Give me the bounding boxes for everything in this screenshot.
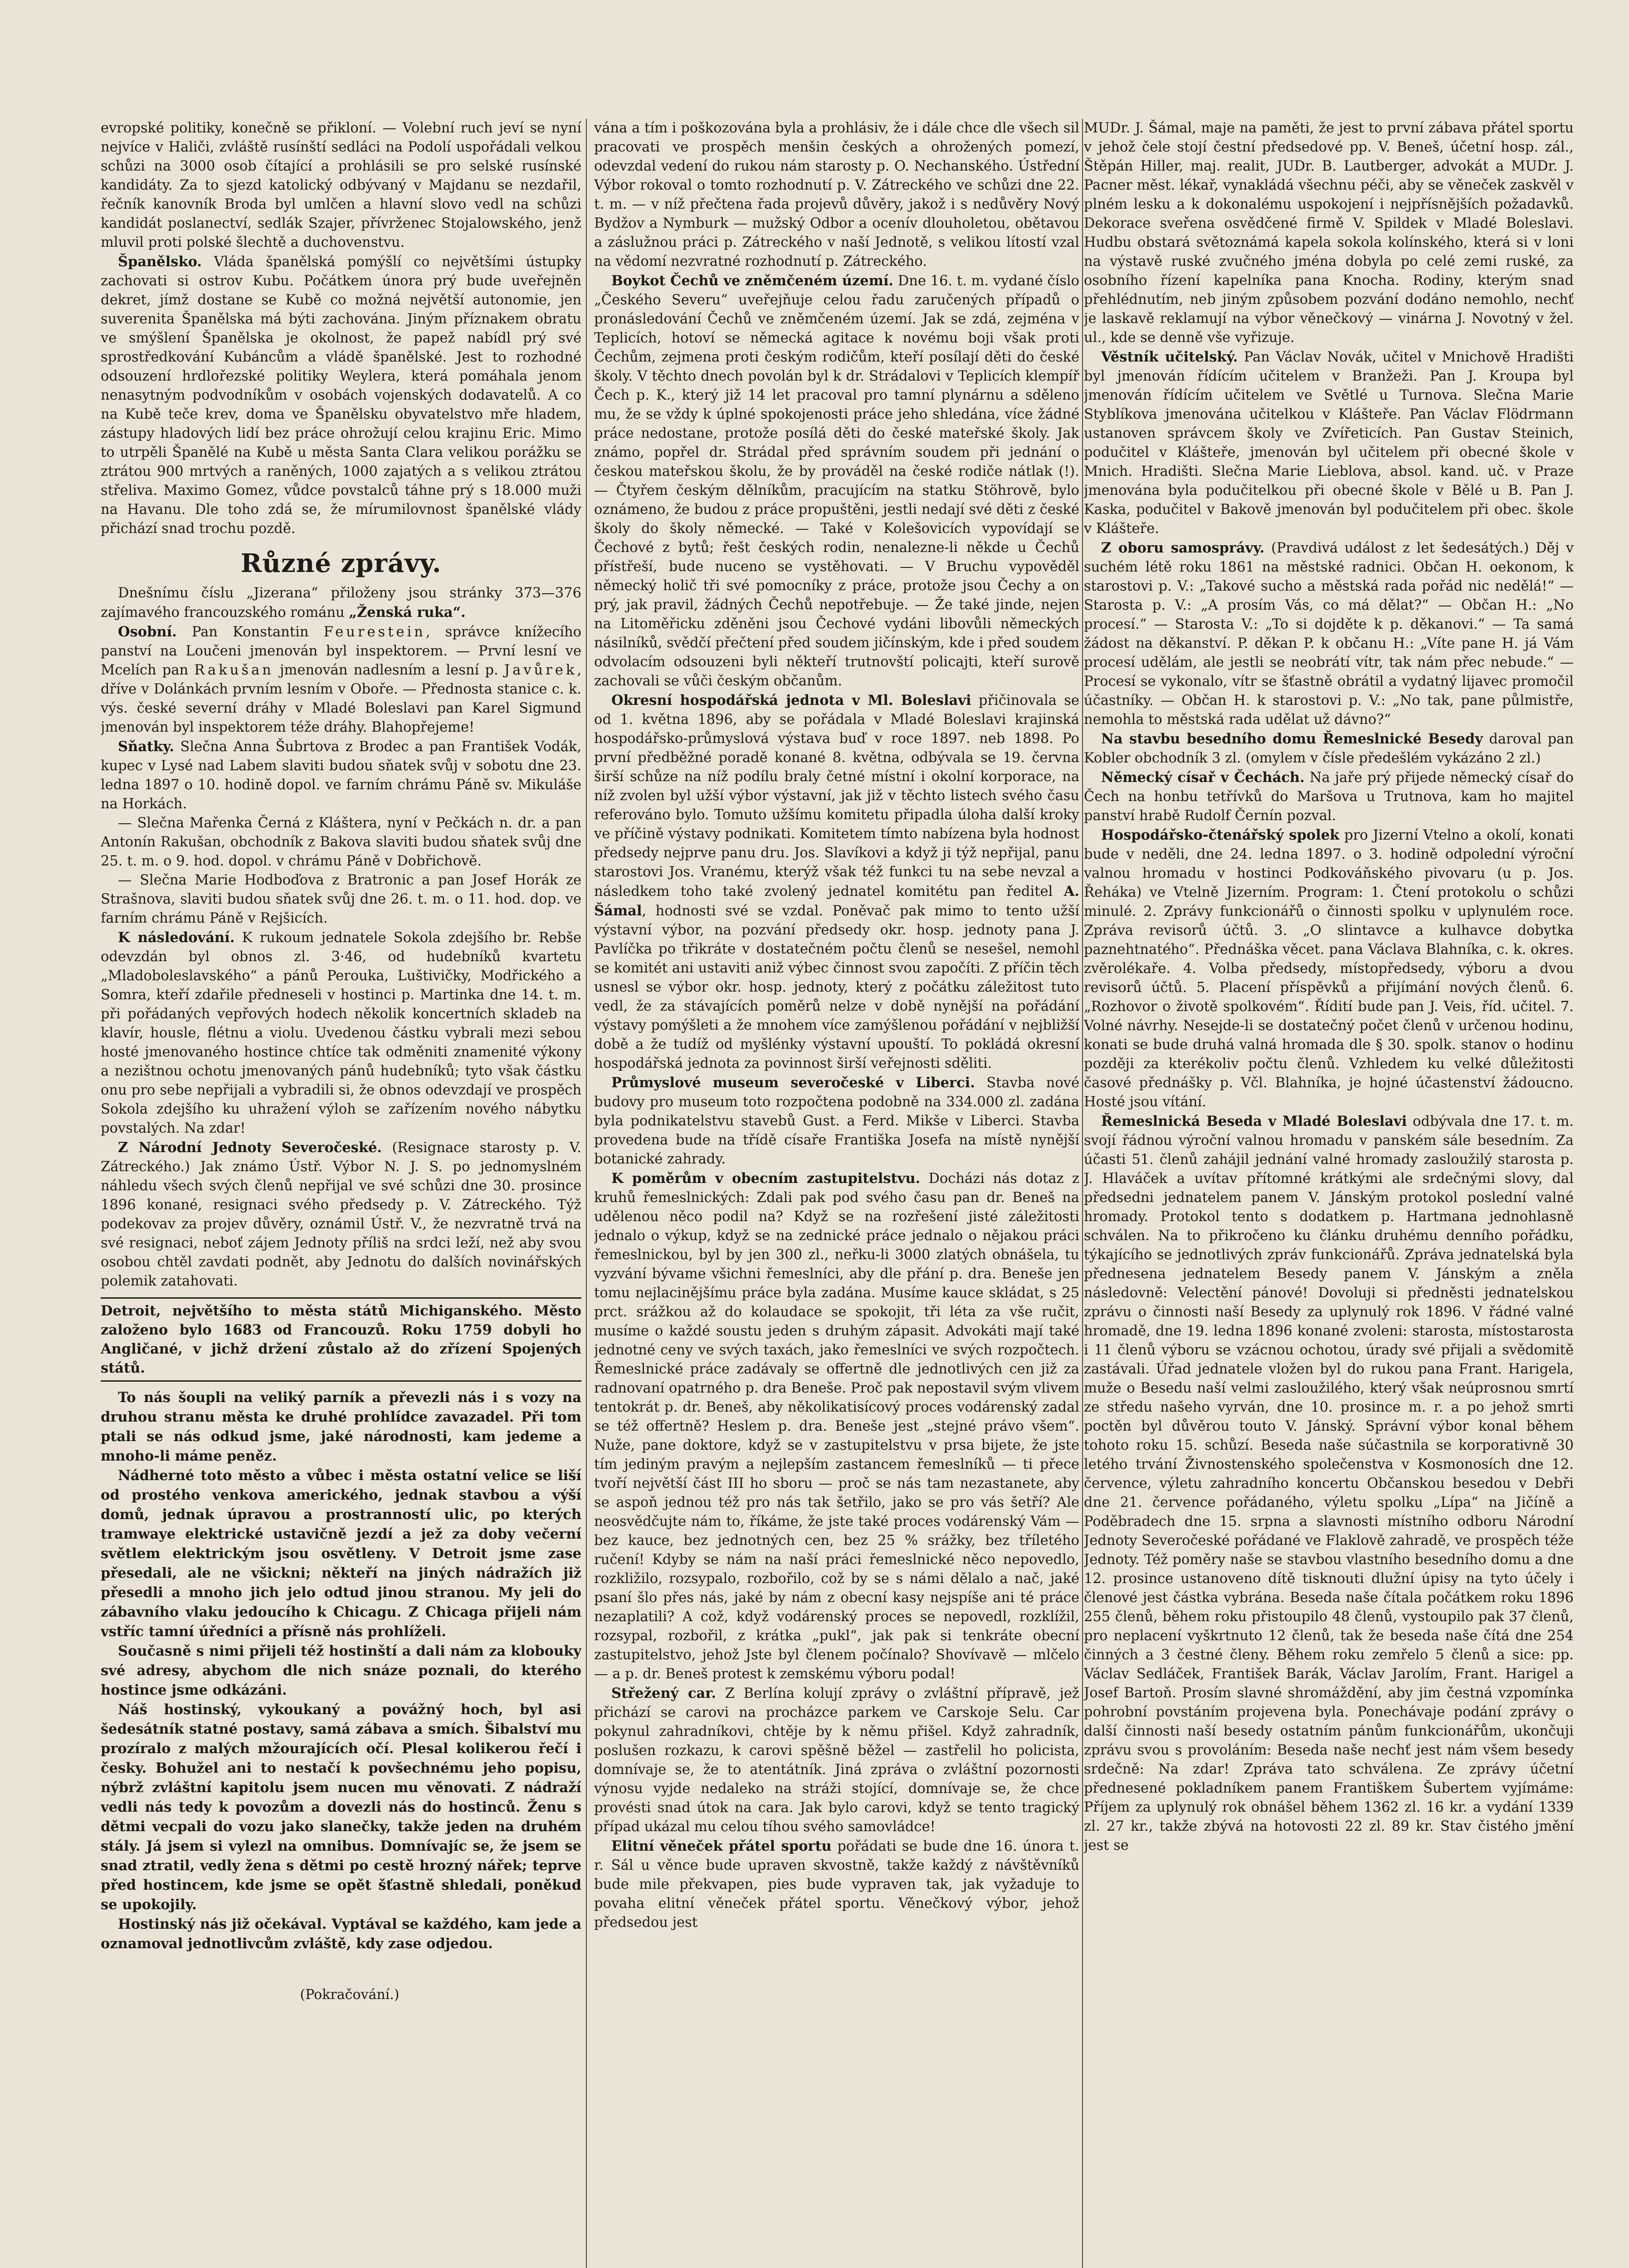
section-title: Různé zprávy. <box>240 548 442 578</box>
article-paragraph: Na stavbu besedního domu Řemeslnické Besedy daroval pan Kobler obchodník 3 zl. (omylem v čísle předešlém vykázáno 2 zl.) <box>1084 731 1574 766</box>
column-right <box>1084 119 1574 2268</box>
column-rule-2 <box>1082 119 1083 2268</box>
article-paragraph: — Slečna Mařenka Černá z Kláštera, nyní v Pečkách n. dr. a pan Antonín Rakušan, obchodník z Bakova slaviti budou sňatek svůj dne 25. t. m. o 9. hod. dopol. v chrámu Páně v Dobřichově. <box>101 815 581 869</box>
article-paragraph: K poměrům v obecním zastupitelstvu. Docházi nás dotaz z kruhů řemeslnických: Zdali pak pod svého času pan dr. Beneš na udělenou něco podil na? Když se na rozřešení jisté záležitosti jednalo o výkup, když se na zednické práce jednalo o nějakou práci řemeslnickou, byl by jen 300 zl., neřku-li 3000 zlatých obnášela, tu vyzvání bývame všichni řemeslníci, aby dle přání p. dra. Beneše jen tomu nejlacinějšímu práce byla zadána. Musíme kauce skládat, s 25 prct. srážkou až do kolaudace se spokojit, tři léta za vše ručit, musíme o každé soustu jeden s druhým zápasit. Advokáti mají také jednotné ceny ve svých taxách, jako řemeslníci ve svých rozpočtech. Řemeslnické práce zadávaly se offertně dle jednotlivých cen již za radnovaní opatrného p. dra Beneše. Proč pak nepostavil svým vlivem tentokrát p. dr. Beneš, aby několikatisícový proces vodárenský zadal se též offertně? Heslem p. dra. Beneše jest „stejné právo všem“. Nuže, pane doktore, když se v zastupitelstvu v prsa bijete, že jste tím jediným pravým a nejlepším zastancem řemeslníků — ti přece tvoří největší část III ho sboru — proč se nás tam nezastanete, aby se aspoň jednou též pro nás tak šetřilo, jako se pro vás šetří? Ale neosvědčujte nám to, říkáme, že jste také proces vodárenský Vám — bez kauce, bez jednotných cen, bez 25 % srážky, bez tříletého ručení! Kdyby se nám na naší práci řemeslnické něco nepovedlo, rozkližilo, rozsypalo, rozbořilo, což by se s námi dělalo a nač, jaké psaní šlo přes nás, jaké by nám z obecní kasy nejspíše ani té práce nezaplatili? A což, když vodárenský proces se nepovedl, rozklížil, rozsypal, rozbořil, z krátka „pukl“, jak pak si tenkráte obecní zastupitelstvo, jehož Jste byl členem počínalo? Shovívavě — mlčelo — a p. dr. Beneš protest k zemskému výboru podal! <box>594 1170 1079 1682</box>
article-paragraph: Náš hostinský, vykoukaný a povážný hoch, byl asi šedesátník statné postavy, samá zábava a smích. Šibalství mu prozíralo z malých mžourajících očí. Plesal kolikerou řečí i česky. Bohužel ani to nestačí k povšechnému jeho popisu, nýbrž zvláštní kapitolu jsem nucen mu věnovati. Z nádraží vedli nás tedy k povozům a dovezli nás do hostinců. Ženu s dětmi vecpali do vozu jako slanečky, takže jeden na druhém stály. Já jsem si vylezl na omnibus. Domnívajíc se, že jsem se snad ztratil, vedly žena s dětmi po cestě hrozný nářek; teprve před hostincem, kde jsme se opět šťastně shledali, poněkud se upokojily. <box>101 1701 581 1913</box>
article-paragraph: Řemeslnická Beseda v Mladé Boleslavi odbývala dne 17. t. m. svojí řádnou výroční valnou hromadu v panském sále besedním. Za účasti 51. členů zahájil jednání valné hromady zasloužilý starosta p. J. Hlaváček a uvítav přítomné krátkými ale srdečnými slovy, dal předsedni jednatelem panem V. Jánským protokol poslední valné hromady. Protokol tento s dodatkem p. Hartmana jednohlasně schválen. Na to přikročeno ku článku druhému denního pořádku, týkajícího se jednotlivých zpráv funkcionářů. Zpráva jednatelská byla přednesena jednatelem Besedy panem V. Jánským a zněla následovně: Velectění pánové! Dovoluji si předněsti jednatelskou zprávu o činnosti naší Besedy za uplynulý rok 1896. V řádné valné hromadě, dne 19. ledna 1896 konané zvoleni: starosta, místostarosta i 11 členů výboru se vzácnou ochotou, úrady své přijali a svědomitě zastávali. Úřad jednatele vložen byl do rukou pana Frant. Harigela, muže o Besedu naší velmi zasloužilého, který však neúprosnou smrtí ze středu našeho vyrván, dne 10. prosince m. r. a po jehož smrti poctěn byl důvěrou touto V. Jánský. Správní výbor konal během tohoto roku 15. schůzí. Beseda naše súčastnila se korporativně 30 letého trvání Živnostenského společenstva v Kosmonosích dne 12. července, výletu zahradního koncertu Občanskou besedou v Debři dne 21. července pořádaného, výletu spolku „Lípa“ na Jičíně a Poděbradech dne 15. srpna a slavnosti místního odboru Národní Jednoty Severočeské pořádané ve Flaklově zahradě, ve prospěch téže Jednoty. Též poměry naše se stavbou vlastního besedního domu a dne 12. prosince ustanoveno dítě tisknouti dlužní úpisy na tyto účely i členové jest částka vybrána. Beseda naše čítala počátkem roku 1896 255 členů, během roku přistoupilo 48 členů, vystoupilo pak 37 členů, pro neplacení vyškrtnuto 12 členů, tak že beseda naše čítá dne 254 činných a 3 čestné členy. Během roku zemřelo 5 členů a sice: pp. Václav Sedláček, František Barák, Václav Jarolím, Frant. Harigel a Josef Bartoň. Prosím slavné shromáždění, aby jim čestná vzpomínka pohrobní povstáním projevena byla. Ponechávaje podání zprávy o další činnosti naší besedy ostatním pánům funkcionářům, ukončuji zprávu svou s provoláním: Beseda naše nechť jest nám všem besedy srdečně: Na zdar! Zpráva tato schválena. Ze zprávy účetní přednesené pokladníkem panem Františkem Šubertem vyjímáme: Příjem za uplynulý rok obnášel během 1362 zl. 16 kr. a vydání 1339 zl. 27 kr., takže zbývá na hotovosti 22 zl. 89 kr. Stav čistého jmění jest se <box>1084 1113 1574 1853</box>
continued-note: (Pokračování.) <box>300 1987 400 2003</box>
article-paragraph: MUDr. J. Šámal, maje na paměti, že jest to první zábava přátel sportu v jehož čele stojí čestní předsedové pp. V. Beneš, účetní hosp. zál., Štěpán Hiller, maj. realit, JUDr. B. Lautberger, advokát a MUDr. J. Pacner měst. lékař, vynakládá všechnu péči, aby se věneček zaskvěl v plném lesku a k dokonalému uspokojení i nejpřísnějších požadavků. Dekorace sveřena osvědčené firmě V. Spildek v Mladé Boleslavi. Hudbu obstará světoznámá kapela sokola kolínského, která si v loni na výstavě ruské zvučného jména dobyla po celé zemi ruské, za osobního řízení kapelníka pana Knocha. Rodiny, kterým snad přehlédnutím, neb jiným způsobem pozvání dodáno nemohlo, nechť je laskavě reklamují na výbor věnečkový — vinárna J. Novotný v žel. ul., kde se denně vše vyřizuje. <box>1084 120 1574 346</box>
column-middle <box>594 119 1079 2268</box>
column-rule-1 <box>586 119 587 2268</box>
article-paragraph: Nádherné toto město a vůbec i města ostatní velice se liší od prostého venkova amerického, jednak stavbou a výší domů, jednak úpravou a prostranností ulic, po kterých tramwaye elektrické ustavičně jezdí a jež za doby večerní světlem elektrickým jsou osvětleny. V Detroit jsme zase přesedali, ale ne všickni; někteří na jiných nádražích již přesedli a mnoho jich jelo odtud jinou stranou. My jeli do zábavního vlaku jedoucího k Chicagu. Z Chicaga přijeli nám vstříc tamní úředníci a přísně nás prohlíželi. <box>101 1467 581 1640</box>
article-paragraph: evropské politiky, konečně se přikloní. — Volební ruch jeví se nyní nejvíce v Haliči, zvláště rusínští sedláci na Podolí uspořádali velkou schůzi na 3000 osob čítající a prohlásili se pro selské rusínské kandidáty. Za to sjezd katolický odbývaný v Majdanu se nezdařil, řečník kanovník Broda byl umlčen a hlavní slovo vedl na schůzi kandidát poslanectví, sedlák Szajer, přívrženec Stojalowského, jenž mluvil proti polské šlechtě a duchovenstvu. <box>101 120 581 250</box>
article-paragraph: Střežený car. Z Berlína kolují zprávy o zvláštní přípravě, jež přichází se carovi na procházce parkem ve Carskoje Selu. Car pokynul zahradníkovi, chtěje by k němu přišel. Když zahradník, poslušen rozkazu, k carovi spěšně běžel — zastřelil ho policista, domnívaje se, že to atentátník. Jiná zpráva o zvláštní pozornosti výnosu vyjde nedaleko na stráži stojící, domnívaje se, že chce provésti snad útok na cara. Jak bylo carovi, když se tento tragický případ ukázal mu celou tíhou svého samovládce! <box>594 1685 1079 1835</box>
article-paragraph: Současně s nimi přijeli též hostinští a dali nám za klobouky své adresy, abychom dle nich snáze poznali, do kterého hostince jsme odkázáni. <box>101 1643 581 1698</box>
caption-text: Detroit, největšího to města států Michiganského. Město založeno bylo 1683 od Francouzů. Roku 1759 dobyli ho Angličané, v jichž držení zůstalo až do zřízení Spojených států. <box>101 1303 581 1376</box>
article-paragraph: Okresní hospodářská jednota v Ml. Boleslavi přičinovala se od 1. května 1896, aby se pořádala v Mladé Boleslavi krajinská hospodářsko-průmyslová výstava buď v roce 1897. neb 1898. Po první předběžné poradě konané 8. května, odbývala se 19. června širší schůze na níž podílu braly četné místní i okolní korporace, na níž zvolen byl užší výbor výstavní, jak již v těchto listech svého času referováno bylo. Tomuto užšímu komitetu připadla úloha další kroky ve příčině výstavy podnikati. Komitetem tímto nabízena byla hodnost předsedy nejprve panu dru. Jos. Slavíkovi a když ji týž nepřijal, panu starostovi Jos. Vranému, kterýž však též funkci tu na sebe nevzal a následkem toho také zvolený jednatel komitétu pan ředitel A. Šámal, hodnosti své se vzdal. Poněvač pak mimo to tento užší výstavní výbor, na pozvání předsedy okr. hosp. jednoty pana J. Pavlíčka po třikráte v dostatečném počtu členů se nesešel, nemohl se komitét ani ustaviti aniž výbec činnost svou započíti. Z příčin těch usnesl se výbor okr. hosp. jednoty, který z počátku záležitost tuto vedl, že za stávajících poměrů nelze v době nynější na pořádání výstavy pomýšleti a že mnohem více zamýšlenou pořádání v nejbližší době a že tudíž od myšlénky výstavní upouští. To pokládá okresní hospodářská jednota za povinnost širší veřejnosti sděliti. <box>594 692 1079 1071</box>
article-paragraph: Věstník učitelský. Pan Václav Novák, učitel v Mnichově Hradišti byl jmenován řídícím učitelem v Branžeži. Pan J. Kroupa byl jmenován řídícím učitelem ve Světlé u Turnova. Slečna Marie Styblíkova jmenována učitelkou v Klášteře. Pan Václav Flödrmann ustanoven správcem školy ve Zvířeticích. Pan Gustav Steinich, podučitel v Klášteře, jmenován byl učitelem při obecné škole v Mnich. Hradišti. Slečna Marie Lieblova, absol. kand. uč. v Praze jmenována byla podučitelkou při obecné škole v Bělé u B. Pan J. Kaska, podučitel v Bakově jmenován byl podučitelem při obec. škole v Klášteře. <box>1084 349 1574 537</box>
article-paragraph: vána a tím i poškozována byla a prohlásiv, že i dále chce dle všech sil pracovati ve prospěch menšin českých a ohrožených pomezí, odevzdal vedení do rukou nám starosty p. O. Nechanského. Ústřední Výbor rokoval o tomto rozhodnutí p. V. Zátreckého ve schůzi dne 22. t. m. — v níž přečtena řada projevů důvěry, jakož i s nedůvěry Nový Bydžov a Nymburk — mužský Odbor a ocenív dlouholetou, obětavou a záslužnou práci p. Zátreckého v naší Jednotě, s velikou lítostí vzal na vědomí nezvratné rozhodnutí p. Zátreckého. <box>594 120 1079 269</box>
article-paragraph: Německý císař v Čechách. Na jaře prý přijede německý císař do Čech na honbu tetřívků do Maršova u Trutnova, kam ho majitel panství hrabě Rudolf Černín pozval. <box>1084 769 1574 824</box>
article-paragraph: To nás šoupli na veliký parník a převezli nás i s vozy na druhou stranu města ke druhé prohlídce zavazadel. Při tom ptali se nás odkud jsme, jaké národnosti, kam jedeme a mnoho-li máme peněz. <box>101 1389 581 1464</box>
article-paragraph: Boykot Čechů ve zněmčeném území. Dne 16. t. m. vydané číslo „Českého Severu“ uveřejňuje celou řadu zaručených případů o pronásledování Čechů ve zněmčeném území. Jak se zdá, zejména v Teplicích, hotoví se německá agitace k novému boji však proti Čechům, zejmena proti českým rodičům, kteří posílají děti do české školy. V těchto dnech povolán byl k dr. Strádalovi v Teplicích klempíř Čech p. K., který již 14 let pracoval pro tamní plynárnu a sděleno mu, že se vždy k úplné spokojenosti práce jeho shledána, více žádné práce nedostane, protože posílá děti do české mateřské školy. Jak známo, popřel dr. Strádal před správním soudem při jednání o českou mateřskou školu, že by prováděl na české rodiče nátlak (!). — Čtyřem českým dělníkům, pracujícím na statku Stöhrově, bylo oznámeno, že budou z práce propuštěni, jestli nedají své děti z české školy do školy německé. — Také v Kolešovicích vypovídají se Čechové z bytů; řešt českých rodin, nenalezne-li někde u Čechů přístřeší, bude nuceno se vystěhovati. — V Bruchu vypověděl německý holič tři své pomocníky z práce, protože jsou Čechy a on prý, jak pravil, žádných Čechů nepotřebuje. — Že také jinde, nejen na Litoměřicku zděněni jsou Čechové vydáni libovůli německých násilníků, svědčí přečtení před soudem jičínským, kde i před soudem odvolacím odsouzeni byli někteří trutnovští policajti, kteří surově zachovali se vůči českým občanům. <box>594 273 1079 689</box>
article-paragraph: Hospodářsko-čtenářský spolek pro Jizerní Vtelno a okolí, konati bude v neděli, dne 24. ledna 1897. o 3. hodině odpolední výroční valnou hromadu v hostinci Podkováňského pivovaru (u p. Jos. Řeháka) ve Vtelně Jizerním. Program: 1. Čtení protokolu o schůzi minulé. 2. Zprávy funkcionářů o činnosti spolku v uplynulém roce. Zpráva revisorů účtů. 3. „O slintavce a kulhavce dobytka paznehtnatého“. Přednáška věcet. pana Václava Blahníka, c. k. okres. zvěrolékaře. 4. Volba předsedy, místopředsedy, výboru a dvou revisorů účtů. 5. Placení příspěvků a přijímání nových členů. 6. „Rozhovor o životě spolkovém“. Řídití bude pan J. Veis, říd. učitel. 7. Volné návrhy. Nesejde-li se dostatečný počet členů v určenou hodinu, konati se bude druhá valná hromada dle § 30. spolk. stanov o hodinu později za kterékoliv počtu členů. Vzhledem ku velké důležitosti časové přednášky p. Včl. Blahníka, je hojné účastenství žádoucno. Hosté jsou vítání. <box>1084 827 1574 1110</box>
article-paragraph: Průmyslové museum severočeské v Liberci. Stavba nové budovy pro museum toto rozpočtena podobně na 334.000 zl. zadána byla podnikatelstvu stavebů Gust. a Ferd. Mikše v Liberci. Stavba provedena bude na třídě císaře Františka Josefa na místě nynější botanické zahrady. <box>594 1075 1079 1167</box>
article-paragraph: Z Národní Jednoty Severočeské. (Resignace starosty p. V. Zátreckého.) Jak známo Ústř. Výbor N. J. S. po jednomyslném náhledu všech svých členů nepřijal ve své schůzi dne 30. prosince 1896 konané, resignaci svého předsedy p. V. Zátreckého. Týž podekovav za projev důvěry, oznámil Ústř. V., že nezvratně trvá na své resignaci, neboť zájem Jednoty příliš na srdci leží, než aby svou osobou chtěl zavdati podnět, aby Jednotu do dalších novinářských polemik zatahovati. <box>101 1139 581 1289</box>
article-paragraph: Dnešnímu číslu „Jizerana“ přiloženy jsou stránky 373—376 zajímavého francouzského románu „Ženská ruka“. <box>101 585 581 621</box>
caption-box <box>101 1297 581 1382</box>
article-paragraph: Hostinský nás již očekával. Vyptával se každého, kam jede a oznamoval jednotlivcům zvláště, kdy zase odjedou. <box>101 1916 581 1952</box>
article-paragraph: Osobní. Pan Konstantin Feurestein, správce knížecího panství na Loučeni jmenován byl inspektorem. — První lesní ve Mcelích pan Rakušan jmenován nadlesním a lesní p. Javůrek, dříve v Dolánkách prvním lesním v Oboře. — Přednosta stanice c. k. výs. české severní dráhy v Mladé Boleslavi pan Karel Sigmund jmenován byl inspektorem téže dráhy. Blahopřejeme! <box>101 624 581 735</box>
article-paragraph: Španělsko. Vláda španělská pomýšlí co největšími ústupky zachovati si ostrov Kubu. Počátkem února prý bude uveřejněn dekret, jímž dostane se Kubě co možná největší autonomie, jen suverenita Španělska má býti zachována. Jiným příznakem obratu ve smýšlení Španělska je okolnost, že papež nabídl prý své sprostředkování Kubáncům a vládě španělské. Jest to rozhodné odsouzení hrdlořezské politiky Weylera, která pomáhala jenom nenasytným podvodníkům v osobách vojenských dodavatelů. A co na Kubě teče krev, doma ve Španělsku obyvatelstvo mře hladem, zástupy hladových lidí bez práce ohrožují celou krajinu Eric. Mimo to utrpěli Španělé na Kubě u města Santa Clara velikou porážku se ztrátou 900 mrtvých a raněných, 1000 zajatých a s velikou ztrátou střeliva. Maximo Gomez, vůdce povstalců táhne prý s 18.000 muži na Havanu. Dle toho zdá se, že mírumilovnost španělské vlády přichází snad trochu pozdě. <box>101 254 581 537</box>
article-paragraph: Z oboru samosprávy. (Pravdivá událost z let šedesátých.) Děj v suchém létě roku 1861 na městské radnici. Občan H. oekonom, k starostovi p. V.: „Takové sucho a městská rada pořád nic nedělá!“ — Starosta p. V.: „A prosím Vás, co má dělat?“ — Občan H.: „No procesí.“ — Starosta V.: „To si dojděte k p. děkanovi.“ — Ta samá žádost na děkanství. P. děkan P. k občanu H.: „Víte pane H. já Vám procesí udělám, ale jestli se neobrátí vítr, tak nám přec nebude.“ — Procesí se vykonalo, vítr se šťastně obrátil a vydatný lijavec promočil účastníky. — Občan H. k starostovi p. V.: „No tak, pane půlmistře, nemohla to městská rada udělat už dávno?“ <box>1084 540 1574 728</box>
article-paragraph: — Slečna Marie Hodboďova z Bratronic a pan Josef Horák ze Strašnova, slaviti budou sňatek svůj dne 26. t. m. o 11. hod. dop. ve farním chrámu Páně v Rejšicích. <box>101 872 581 926</box>
column-left <box>101 119 581 2268</box>
article-paragraph: K následování. K rukoum jednatele Sokola zdejšího br. Rebše odevzdán byl obnos zl. 3·46, od hudebníků kvartetu „Mladoboleslavského“ a pánů Perouka, Luštivičky, Modřického a Somra, kteří zdařile předneseli v hostinci p. Martinka dne 14. t. m. při pořádaných vepřových hodech několik koncertních skladeb na klavír, housle, flétnu a violu. Uvedenou částku vybrali mezi sebou hosté jmenovaného hostince chtíce tak odměniti znamenité výkony a nezištnou ochotu jmenovaných pánů hudebníků; tyto však částku onu pro sebe nepřijali a vybradili si, že obnos odevzdají ve prospěch Sokola zdejšího ku uhražení výloh se zařízením nového nábytku povstalých. Na zdar! <box>101 929 581 1136</box>
article-paragraph: Sňatky. Slečna Anna Šubrtova z Brodec a pan František Vodák, kupec v Lysé nad Labem slaviti budou sňatek svůj v sobotu dne 23. ledna 1897 o 10. hodině dopol. ve farním chrámu Páně sv. Mikuláše na Horkách. <box>101 738 581 812</box>
article-paragraph: Elitní věneček přátel sportu pořádati se bude dne 16. února t. r. Sál u věnce bude upraven skvostně, takže každý z návštěvníků bude mile překvapen, pies bude vypraven tak, jak vyžaduje to povaha elitní věneček přátel sportu. Věnečkový výbor, jehož předsedou jest <box>594 1838 1079 1931</box>
